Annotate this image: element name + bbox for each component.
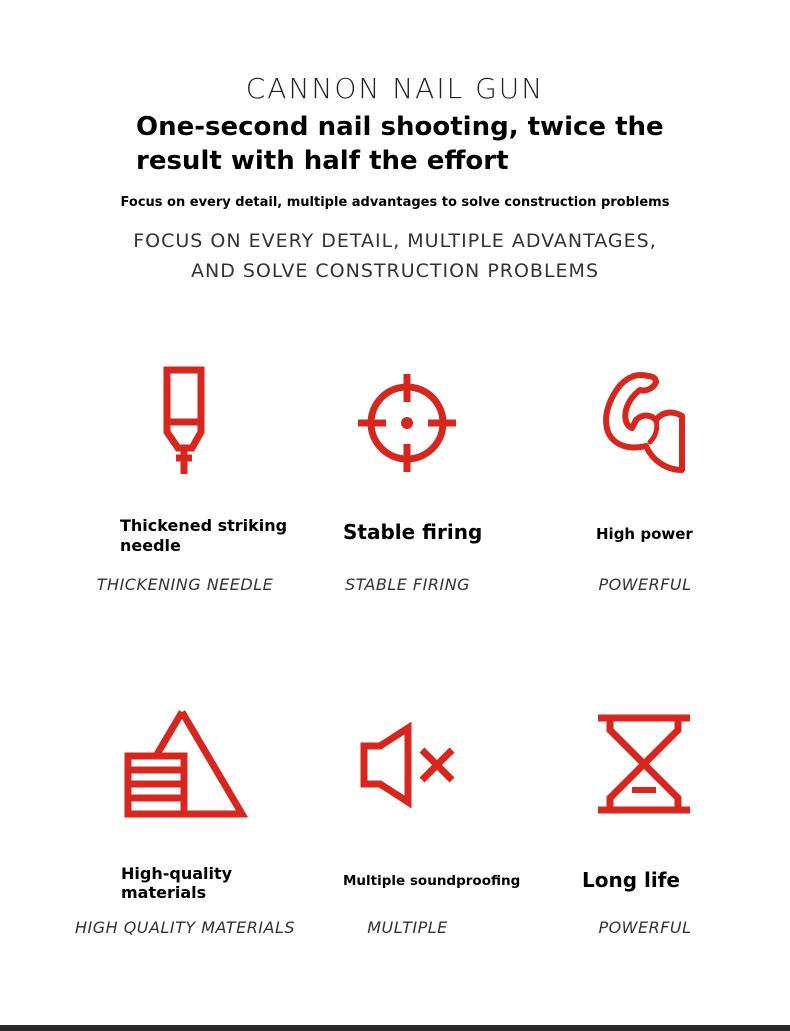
page-headline	[136, 110, 696, 178]
feature-title-soundproofing: Multiple soundproofing	[343, 873, 521, 889]
flexed-arm-icon	[600, 370, 690, 476]
subtitle-caps	[0, 226, 790, 286]
needle-icon	[150, 362, 220, 478]
hourglass-icon	[596, 712, 694, 816]
feature-title-materials	[121, 864, 232, 902]
feature-subtitle-soundproofing: MULTIPLE	[367, 918, 448, 937]
feature-title-needle-line-1: Thickened striking	[120, 516, 288, 535]
product-eyebrow: CANNON NAIL GUN	[245, 72, 545, 105]
feature-title-materials-line-1: High-quality	[121, 864, 233, 883]
bottom-divider	[0, 1025, 790, 1031]
feature-title-stable-firing: Stable firing	[343, 520, 483, 544]
material-stack-icon	[122, 706, 248, 820]
feature-subtitle-high-power: POWERFUL	[598, 575, 692, 594]
headline-line-2: result with half the effort	[136, 146, 509, 176]
speaker-mute-icon	[356, 722, 460, 808]
subtitle: Focus on every detail, multiple advantages to solve construction problems	[120, 195, 670, 210]
subtitle-caps-line-2: AND SOLVE CONSTRUCTION PROBLEMS	[190, 260, 600, 282]
feature-subtitle-needle: THICKENING NEEDLE	[96, 575, 274, 594]
feature-title-materials-line-2: materials	[121, 883, 207, 902]
feature-title-needle	[120, 516, 287, 556]
headline-line-1: One-second nail shooting, twice the	[136, 112, 664, 142]
feature-title-long-life: Long life	[582, 868, 680, 892]
crosshair-icon	[356, 372, 458, 474]
feature-title-high-power: High power	[596, 525, 693, 543]
feature-title-needle-line-2: needle	[120, 536, 181, 555]
feature-subtitle-long-life: POWERFUL	[598, 918, 692, 937]
feature-subtitle-materials: HIGH QUALITY MATERIALS	[74, 918, 296, 937]
subtitle-caps-line-1: FOCUS ON EVERY DETAIL, MULTIPLE ADVANTAGES,	[133, 230, 657, 252]
feature-subtitle-stable-firing: STABLE FIRING	[344, 575, 471, 594]
